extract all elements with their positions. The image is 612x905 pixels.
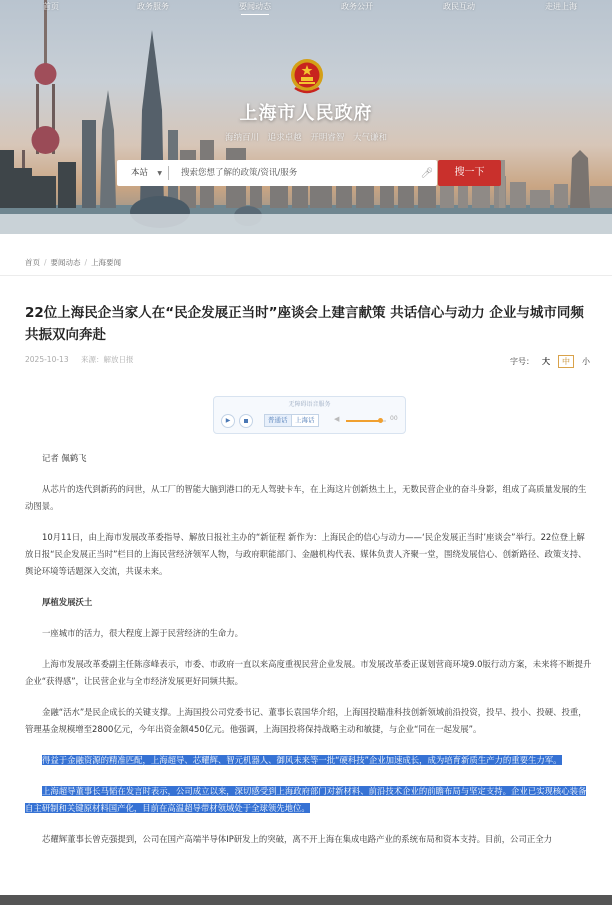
nav-item-news[interactable]: 要闻动态 (204, 0, 306, 14)
volume-slider[interactable] (346, 420, 386, 422)
article-paragraph: 10月11日，由上海市发展改革委指导、解放日报社主办的“新征程 新作为：上海民企的信心与动力——‘民企发展正当时’座谈会”举行。22位登上解放日报“民企发展正当时”栏目的上海民营经济领军人物，与政府职能部门、金融机构代表、媒体负责人齐聚一堂，围绕发展信心、创新路径、政策支持、舆论环境等话题深入交流，共谋未来。 (25, 532, 587, 576)
breadcrumb-shanghai-news[interactable]: 上海要闻 (91, 258, 122, 267)
emblem-icon (289, 56, 325, 96)
article-paragraph: 一座城市的活力，很大程度上源于民营经济的生命力。 (42, 628, 243, 638)
selected-text: 得益于金融资源的精准匹配，上海超导、芯耀辉、智元机器人、御风未来等一批“硬科技”企业加速成长，成为培育新质生产力的重要生力军。 (42, 755, 562, 765)
play-icon[interactable]: ▶ (221, 414, 235, 428)
top-nav (0, 0, 612, 14)
mic-icon[interactable]: 🎤︎ (420, 167, 434, 179)
search-scope-label: 本站 (131, 168, 149, 178)
article-body (25, 450, 593, 848)
volume-slider-fill (346, 420, 380, 422)
site-title: 上海市人民政府 (239, 103, 373, 124)
article-paragraph-selected (25, 783, 593, 817)
divider (0, 275, 612, 276)
article-paragraph: 记者 佩鹤飞 (42, 453, 87, 463)
volume-icon[interactable]: ◀ (334, 415, 340, 423)
voice-mandarin-button[interactable]: 普通话 (264, 414, 292, 427)
article-meta (25, 354, 133, 365)
nav-item-home[interactable]: 首页 (43, 2, 59, 11)
font-size-label: 字号： (510, 357, 534, 366)
article-paragraph: 金融“活水”是民企成长的关键支撑。上海国投公司党委书记、董事长袁国华介绍，上海国投瞄准科技创新领域前沿投资，投早、投小、投硬、投重，管理基金规模增至2800亿元，今年出资金额450亿元。他强调，上海国投将保持战略主动和敏捷，与企业“同在一起发展”。 (25, 707, 587, 734)
article-date: 2025-10-13 (25, 355, 69, 364)
voice-shanghainese-button[interactable]: 上海话 (291, 414, 319, 427)
nav-item-about-shanghai[interactable]: 走进上海 (545, 2, 577, 11)
breadcrumb: 首页 / 要闻动态 / 上海要闻 (25, 258, 122, 267)
article-title: 22位上海民企当家人在“民企发展正当时”座谈会上建言献策 共话信心与动力 企业与城市同频共振双向奔赴 (25, 305, 584, 343)
breadcrumb-home[interactable]: 首页 (25, 258, 40, 267)
font-size-small[interactable]: 小 (582, 357, 590, 366)
player-title: 无障碍语音服务 (288, 401, 331, 408)
hero-banner (0, 0, 612, 234)
nav-item-services[interactable]: 政务服务 (137, 2, 169, 11)
player-time: 00 (390, 415, 398, 422)
search-scope-select[interactable] (117, 166, 169, 180)
article-paragraph-selected (25, 752, 593, 769)
audio-player (213, 396, 406, 434)
selected-text: 上海超导董事长马韬在发言时表示，公司成立以来，深切感受到上海政府部门对新材料、前沿技术企业的前瞻布局与坚定支持。企业已实现核心装备自主研制和关键原材料国产化，目前在高温超导带材领域处于全球领先地位。 (25, 786, 587, 813)
breadcrumb-news[interactable]: 要闻动态 (50, 258, 81, 267)
nav-item-disclosure[interactable]: 政务公开 (341, 2, 373, 11)
article-paragraph: 芯耀辉董事长曾克强提到，公司在国产高端半导体IP研发上的突破，离不开上海在集成电路产业的系统布局和资本支持。目前，公司正全力 (42, 834, 553, 844)
chevron-down-icon: ▼ (157, 170, 162, 177)
font-size-switcher (510, 355, 590, 368)
article-source: 来源：解放日报 (80, 355, 134, 364)
stop-icon[interactable] (239, 414, 253, 428)
volume-slider-handle[interactable] (378, 418, 383, 423)
article-subheading: 厚植发展沃土 (42, 597, 93, 607)
nav-item-interaction[interactable]: 政民互动 (443, 2, 475, 11)
font-size-large[interactable]: 大 (542, 357, 550, 366)
article-paragraph: 从芯片的迭代到新药的问世，从工厂的智能大脑到港口的无人驾驶卡车，在上海这片创新热土上，无数民营企业的奋斗身影，组成了高质量发展的生动图景。 (25, 484, 587, 511)
font-size-medium[interactable]: 中 (558, 355, 574, 368)
search-input[interactable] (169, 167, 417, 179)
search-button[interactable]: 搜一下 (438, 160, 501, 186)
bottom-bar (0, 895, 612, 905)
site-slogan: 海纳百川 追求卓越 开明睿智 大气谦和 (224, 133, 388, 143)
search-bar (117, 160, 437, 186)
article-paragraph: 上海市发展改革委副主任陈彦峰表示，市委、市政府一直以来高度重视民营企业发展。市发展改革委正谋划营商环境9.0版行动方案，未来将不断提升企业“获得感”，让民营企业与全市经济发展更好同频共振。 (25, 659, 592, 686)
